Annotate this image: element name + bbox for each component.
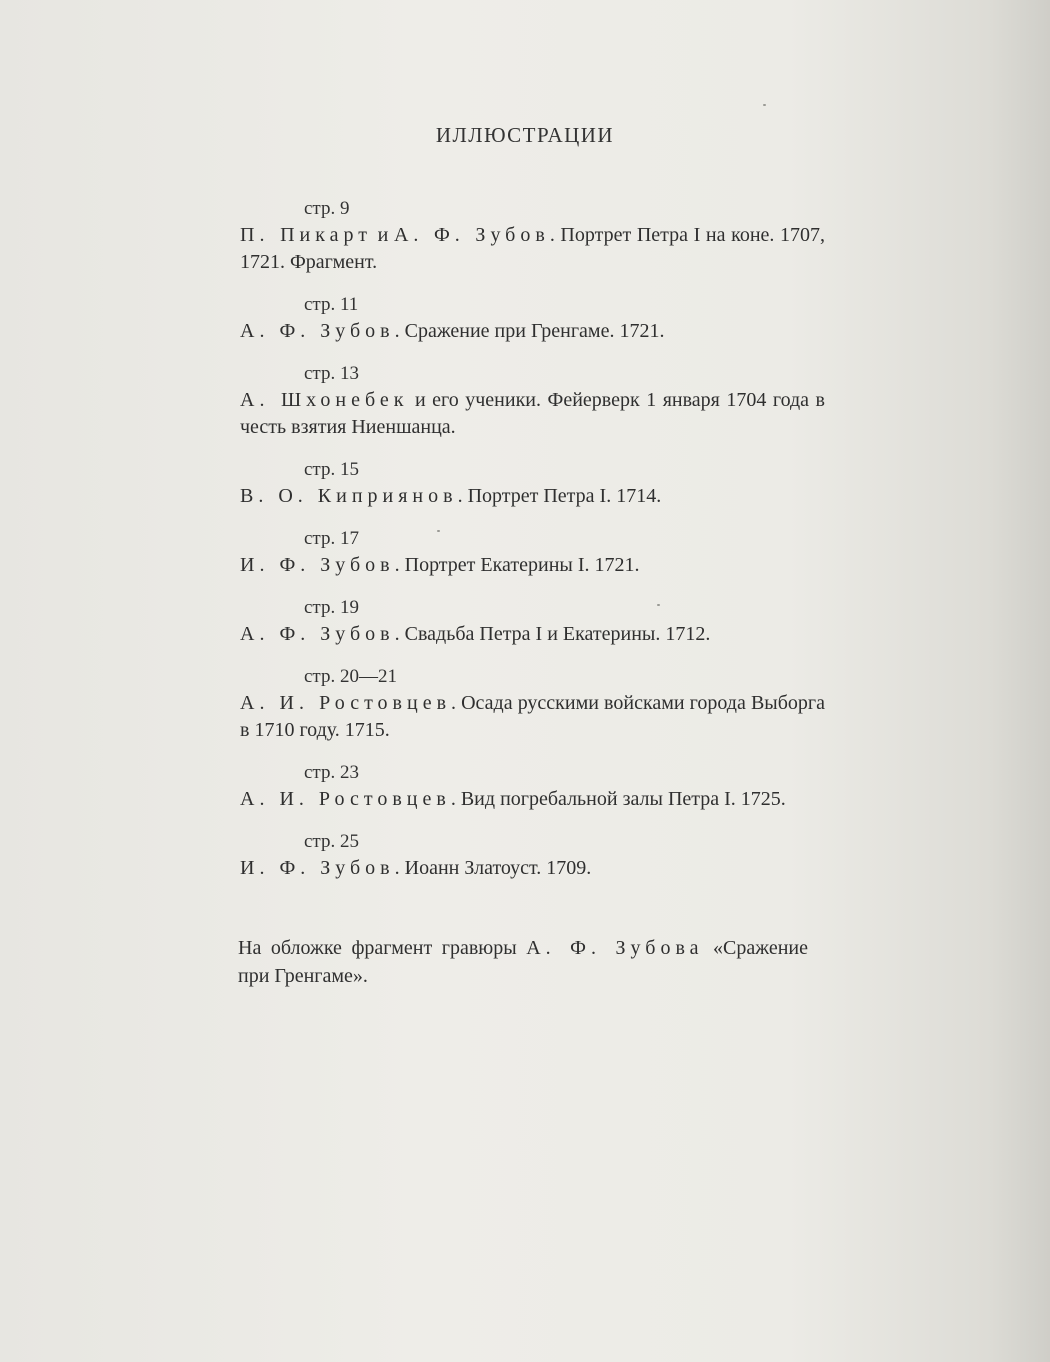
author-name: А. Ф. Зубов	[240, 623, 395, 645]
illustration-title: . Сражение при Гренгаме. 1721.	[394, 320, 665, 342]
illustration-description	[240, 483, 825, 510]
illustration-title: . Портрет Екатерины I. 1721.	[394, 554, 640, 576]
author-name: А. Шхонебек	[240, 389, 409, 411]
illustration-description	[240, 786, 825, 813]
list-item	[240, 361, 825, 441]
author-name: А. Ф. Зубов	[240, 320, 395, 342]
illustration-title: . Портрет Петра I на коне. 1707, 1721. Фрагмент.	[240, 224, 826, 273]
page-title: ИЛЛЮСТРАЦИИ	[435, 123, 615, 147]
paper-speck	[763, 104, 766, 106]
list-item	[240, 457, 825, 510]
author-name: А. И. Ростовцев	[240, 788, 451, 810]
paper-speck	[657, 604, 660, 606]
author-name: А. И. Ростовцев	[240, 692, 452, 714]
page-reference: стр. 11	[304, 294, 359, 315]
illustrations-list	[240, 196, 825, 898]
author-name: И. Ф. Зубов	[240, 554, 395, 576]
page-reference: стр. 25	[304, 831, 359, 852]
page-reference: стр. 23	[304, 762, 359, 783]
illustration-description	[240, 690, 825, 744]
illustration-description	[240, 552, 825, 579]
page-reference: стр. 13	[304, 363, 359, 384]
list-item	[240, 664, 825, 744]
page-reference: стр. 9	[304, 198, 350, 219]
page-reference: стр. 20—21	[304, 666, 397, 687]
illustration-description	[240, 222, 825, 276]
list-item	[240, 526, 825, 579]
page-reference: стр. 17	[304, 528, 359, 549]
list-item	[240, 760, 825, 813]
cover-note-text: На обложке фрагмент гравюры	[238, 937, 527, 959]
illustration-title: . Осада русскими войсками города Выборга в 1710 году. 1715.	[240, 692, 825, 741]
author-name: В. О. Киприянов	[240, 485, 458, 507]
paper-speck	[437, 530, 440, 532]
author-joiner: и	[371, 224, 394, 246]
list-item	[240, 292, 825, 345]
illustration-description	[240, 855, 825, 882]
illustration-description	[240, 318, 825, 345]
illustration-title: . Свадьба Петра I и Екатерины. 1712.	[394, 623, 711, 645]
list-item	[240, 595, 825, 648]
illustration-description	[240, 621, 825, 648]
author-name: И. Ф. Зубов	[240, 857, 395, 879]
illustration-title: и его ученики. Фейерверк 1 января 1704 года в честь взятия Ниеншанца.	[240, 389, 825, 438]
illustration-title: . Вид погребальной залы Петра I. 1725.	[450, 788, 786, 810]
illustration-title: . Иоанн Златоуст. 1709.	[394, 857, 592, 879]
cover-note	[238, 934, 808, 990]
illustration-title: . Портрет Петра I. 1714.	[457, 485, 662, 507]
author-name: П. Пикарт	[240, 224, 372, 246]
illustration-description	[240, 387, 825, 441]
cover-note-title: «Сражение при Гренгаме».	[238, 937, 808, 987]
list-item	[240, 829, 825, 882]
page-reference: стр. 19	[304, 597, 359, 618]
page-reference: стр. 15	[304, 459, 359, 480]
list-item	[240, 196, 825, 276]
author-name: А. Ф. Зубова	[526, 937, 704, 959]
author-name: А. Ф. Зубов	[393, 224, 550, 246]
